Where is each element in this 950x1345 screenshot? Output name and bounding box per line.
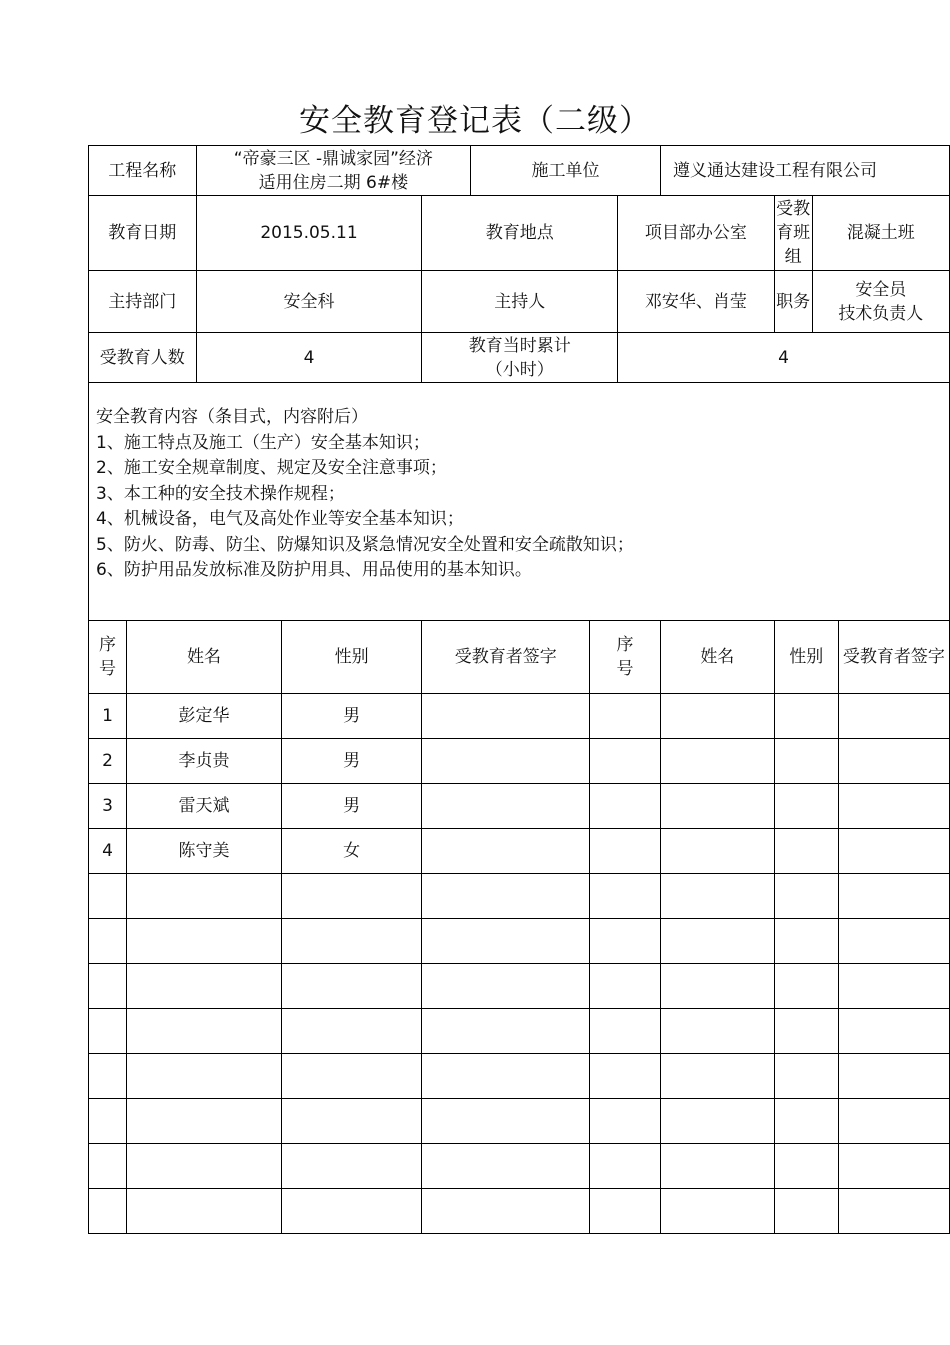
name-cell bbox=[126, 1099, 281, 1144]
table-row bbox=[89, 694, 950, 739]
signature-header: 受教育者签字 bbox=[838, 621, 949, 694]
page-title: 安全教育登记表（二级） bbox=[299, 103, 651, 139]
name-header: 姓名 bbox=[126, 621, 281, 694]
gender-cell bbox=[774, 919, 838, 964]
seq-cell bbox=[89, 964, 127, 1009]
signature-cell[interactable] bbox=[422, 1099, 590, 1144]
table-row bbox=[89, 964, 950, 1009]
table-row bbox=[89, 1009, 950, 1054]
name-cell bbox=[660, 1144, 774, 1189]
name-cell bbox=[660, 1054, 774, 1099]
seq-cell bbox=[590, 784, 661, 829]
hours-label: 教育当时累计 （小时） bbox=[422, 333, 618, 383]
signature-header: 受教育者签字 bbox=[422, 621, 590, 694]
signature-cell[interactable] bbox=[838, 1099, 949, 1144]
name-cell bbox=[126, 919, 281, 964]
gender-cell bbox=[774, 1189, 838, 1234]
content-item: 6、防护用品发放标准及防护用具、用品使用的基本知识。 bbox=[96, 560, 532, 580]
construction-unit-value: 遵义通达建设工程有限公司 bbox=[660, 146, 949, 196]
seq-cell bbox=[590, 874, 661, 919]
seq-header: 序 号 bbox=[590, 621, 661, 694]
seq-cell bbox=[89, 1009, 127, 1054]
host-dept-label: 主持部门 bbox=[89, 271, 197, 333]
table-row bbox=[89, 874, 950, 919]
seq-cell bbox=[590, 1009, 661, 1054]
seq-cell bbox=[590, 1144, 661, 1189]
gender-cell: 男 bbox=[281, 739, 421, 784]
edu-location-label: 教育地点 bbox=[422, 196, 618, 271]
signature-cell[interactable] bbox=[838, 964, 949, 1009]
gender-cell: 女 bbox=[281, 829, 421, 874]
name-cell bbox=[126, 964, 281, 1009]
gender-cell bbox=[774, 1054, 838, 1099]
host-label: 主持人 bbox=[422, 271, 618, 333]
edu-team-label: 受教 育班 组 bbox=[774, 196, 812, 271]
name-cell bbox=[126, 1054, 281, 1099]
seq-cell: 4 bbox=[89, 829, 127, 874]
signature-cell[interactable] bbox=[838, 1189, 949, 1234]
table-row bbox=[89, 1189, 950, 1234]
seq-cell bbox=[89, 1099, 127, 1144]
signature-cell[interactable] bbox=[838, 919, 949, 964]
signature-cell[interactable] bbox=[838, 739, 949, 784]
name-cell bbox=[660, 694, 774, 739]
gender-cell bbox=[281, 1144, 421, 1189]
signature-cell[interactable] bbox=[838, 1009, 949, 1054]
name-cell bbox=[660, 1099, 774, 1144]
position-value: 安全员 技术负责人 bbox=[812, 271, 949, 333]
seq-header: 序 号 bbox=[89, 621, 127, 694]
hours-value: 4 bbox=[618, 333, 950, 383]
name-cell bbox=[660, 1009, 774, 1054]
gender-cell bbox=[774, 694, 838, 739]
host-value: 邓安华、肖莹 bbox=[618, 271, 775, 333]
signature-cell[interactable] bbox=[422, 1144, 590, 1189]
name-cell: 彭定华 bbox=[126, 694, 281, 739]
gender-cell bbox=[281, 919, 421, 964]
table-row bbox=[89, 919, 950, 964]
name-cell bbox=[126, 874, 281, 919]
gender-cell bbox=[281, 874, 421, 919]
roster-header bbox=[89, 621, 950, 694]
signature-cell[interactable] bbox=[422, 694, 590, 739]
education-content bbox=[89, 383, 950, 621]
name-cell: 李贞贵 bbox=[126, 739, 281, 784]
gender-cell bbox=[774, 1009, 838, 1054]
seq-cell: 1 bbox=[89, 694, 127, 739]
gender-cell bbox=[774, 874, 838, 919]
table-row bbox=[89, 1144, 950, 1189]
name-cell bbox=[660, 1189, 774, 1234]
signature-cell[interactable] bbox=[422, 919, 590, 964]
name-cell bbox=[660, 919, 774, 964]
name-cell: 雷天斌 bbox=[126, 784, 281, 829]
gender-cell bbox=[774, 739, 838, 784]
seq-cell bbox=[89, 919, 127, 964]
signature-cell[interactable] bbox=[422, 1009, 590, 1054]
name-cell: 陈守美 bbox=[126, 829, 281, 874]
edu-team-value: 混凝土班 bbox=[812, 196, 949, 271]
gender-cell bbox=[774, 829, 838, 874]
seq-cell bbox=[590, 739, 661, 784]
seq-cell bbox=[590, 964, 661, 1009]
gender-header: 性别 bbox=[281, 621, 421, 694]
signature-cell[interactable] bbox=[422, 874, 590, 919]
gender-cell bbox=[281, 1189, 421, 1234]
gender-cell: 男 bbox=[281, 694, 421, 739]
gender-cell bbox=[281, 1009, 421, 1054]
seq-cell bbox=[89, 1054, 127, 1099]
name-cell bbox=[660, 964, 774, 1009]
content-item: 5、防火、防毒、防尘、防爆知识及紧急情况安全处置和安全疏散知识； bbox=[96, 534, 634, 555]
signature-cell[interactable] bbox=[422, 784, 590, 829]
seq-cell bbox=[590, 919, 661, 964]
gender-cell: 男 bbox=[281, 784, 421, 829]
seq-cell bbox=[590, 694, 661, 739]
seq-cell: 2 bbox=[89, 739, 127, 784]
table-row bbox=[89, 784, 950, 829]
edu-date-value: 2015.05.11 bbox=[196, 196, 422, 271]
gender-cell bbox=[774, 964, 838, 1009]
trainee-count-value: 4 bbox=[196, 333, 422, 383]
signature-cell[interactable] bbox=[838, 1054, 949, 1099]
seq-cell bbox=[590, 1099, 661, 1144]
edu-location-value: 项目部办公室 bbox=[618, 196, 775, 271]
gender-cell bbox=[281, 1054, 421, 1099]
name-cell bbox=[126, 1189, 281, 1234]
gender-cell bbox=[281, 1099, 421, 1144]
signature-cell[interactable] bbox=[422, 739, 590, 784]
name-header: 姓名 bbox=[660, 621, 774, 694]
signature-cell[interactable] bbox=[422, 829, 590, 874]
host-dept-value: 安全科 bbox=[196, 271, 422, 333]
table-row bbox=[89, 1099, 950, 1144]
seq-cell bbox=[590, 1189, 661, 1234]
name-cell bbox=[660, 874, 774, 919]
signature-cell[interactable] bbox=[838, 874, 949, 919]
content-item: 1、施工特点及施工（生产）安全基本知识； bbox=[96, 432, 430, 453]
signature-cell[interactable] bbox=[838, 784, 949, 829]
gender-cell bbox=[774, 1144, 838, 1189]
seq-cell: 3 bbox=[89, 784, 127, 829]
seq-cell bbox=[89, 874, 127, 919]
construction-unit-label: 施工单位 bbox=[471, 146, 661, 196]
position-label: 职务 bbox=[774, 271, 812, 333]
seq-cell bbox=[590, 829, 661, 874]
table-row bbox=[89, 739, 950, 784]
edu-date-label: 教育日期 bbox=[89, 196, 197, 271]
signature-cell[interactable] bbox=[422, 1189, 590, 1234]
content-item: 3、本工种的安全技术操作规程； bbox=[96, 483, 345, 504]
gender-header: 性别 bbox=[774, 621, 838, 694]
name-cell bbox=[126, 1144, 281, 1189]
signature-cell[interactable] bbox=[422, 1054, 590, 1099]
registration-form bbox=[88, 145, 950, 1234]
gender-cell bbox=[281, 964, 421, 1009]
name-cell bbox=[126, 1009, 281, 1054]
seq-cell bbox=[89, 1144, 127, 1189]
signature-cell[interactable] bbox=[838, 694, 949, 739]
table-row bbox=[89, 1054, 950, 1099]
name-cell bbox=[660, 739, 774, 784]
seq-cell bbox=[590, 1054, 661, 1099]
gender-cell bbox=[774, 784, 838, 829]
content-item: 2、施工安全规章制度、规定及安全注意事项； bbox=[96, 458, 447, 478]
name-cell bbox=[660, 784, 774, 829]
content-heading: 安全教育内容（条目式，内容附后） bbox=[96, 407, 368, 427]
table-row bbox=[89, 829, 950, 874]
name-cell bbox=[660, 829, 774, 874]
project-name-label: 工程名称 bbox=[89, 146, 197, 196]
signature-cell[interactable] bbox=[422, 964, 590, 1009]
content-item: 4、机械设备，电气及高处作业等安全基本知识； bbox=[96, 509, 464, 529]
trainee-count-label: 受教育人数 bbox=[89, 333, 197, 383]
signature-cell[interactable] bbox=[838, 1144, 949, 1189]
signature-cell[interactable] bbox=[838, 829, 949, 874]
project-name-value: “帝豪三区 -鼎诚家园”经济 适用住房二期 6#楼 bbox=[196, 146, 470, 196]
seq-cell bbox=[89, 1189, 127, 1234]
gender-cell bbox=[774, 1099, 838, 1144]
